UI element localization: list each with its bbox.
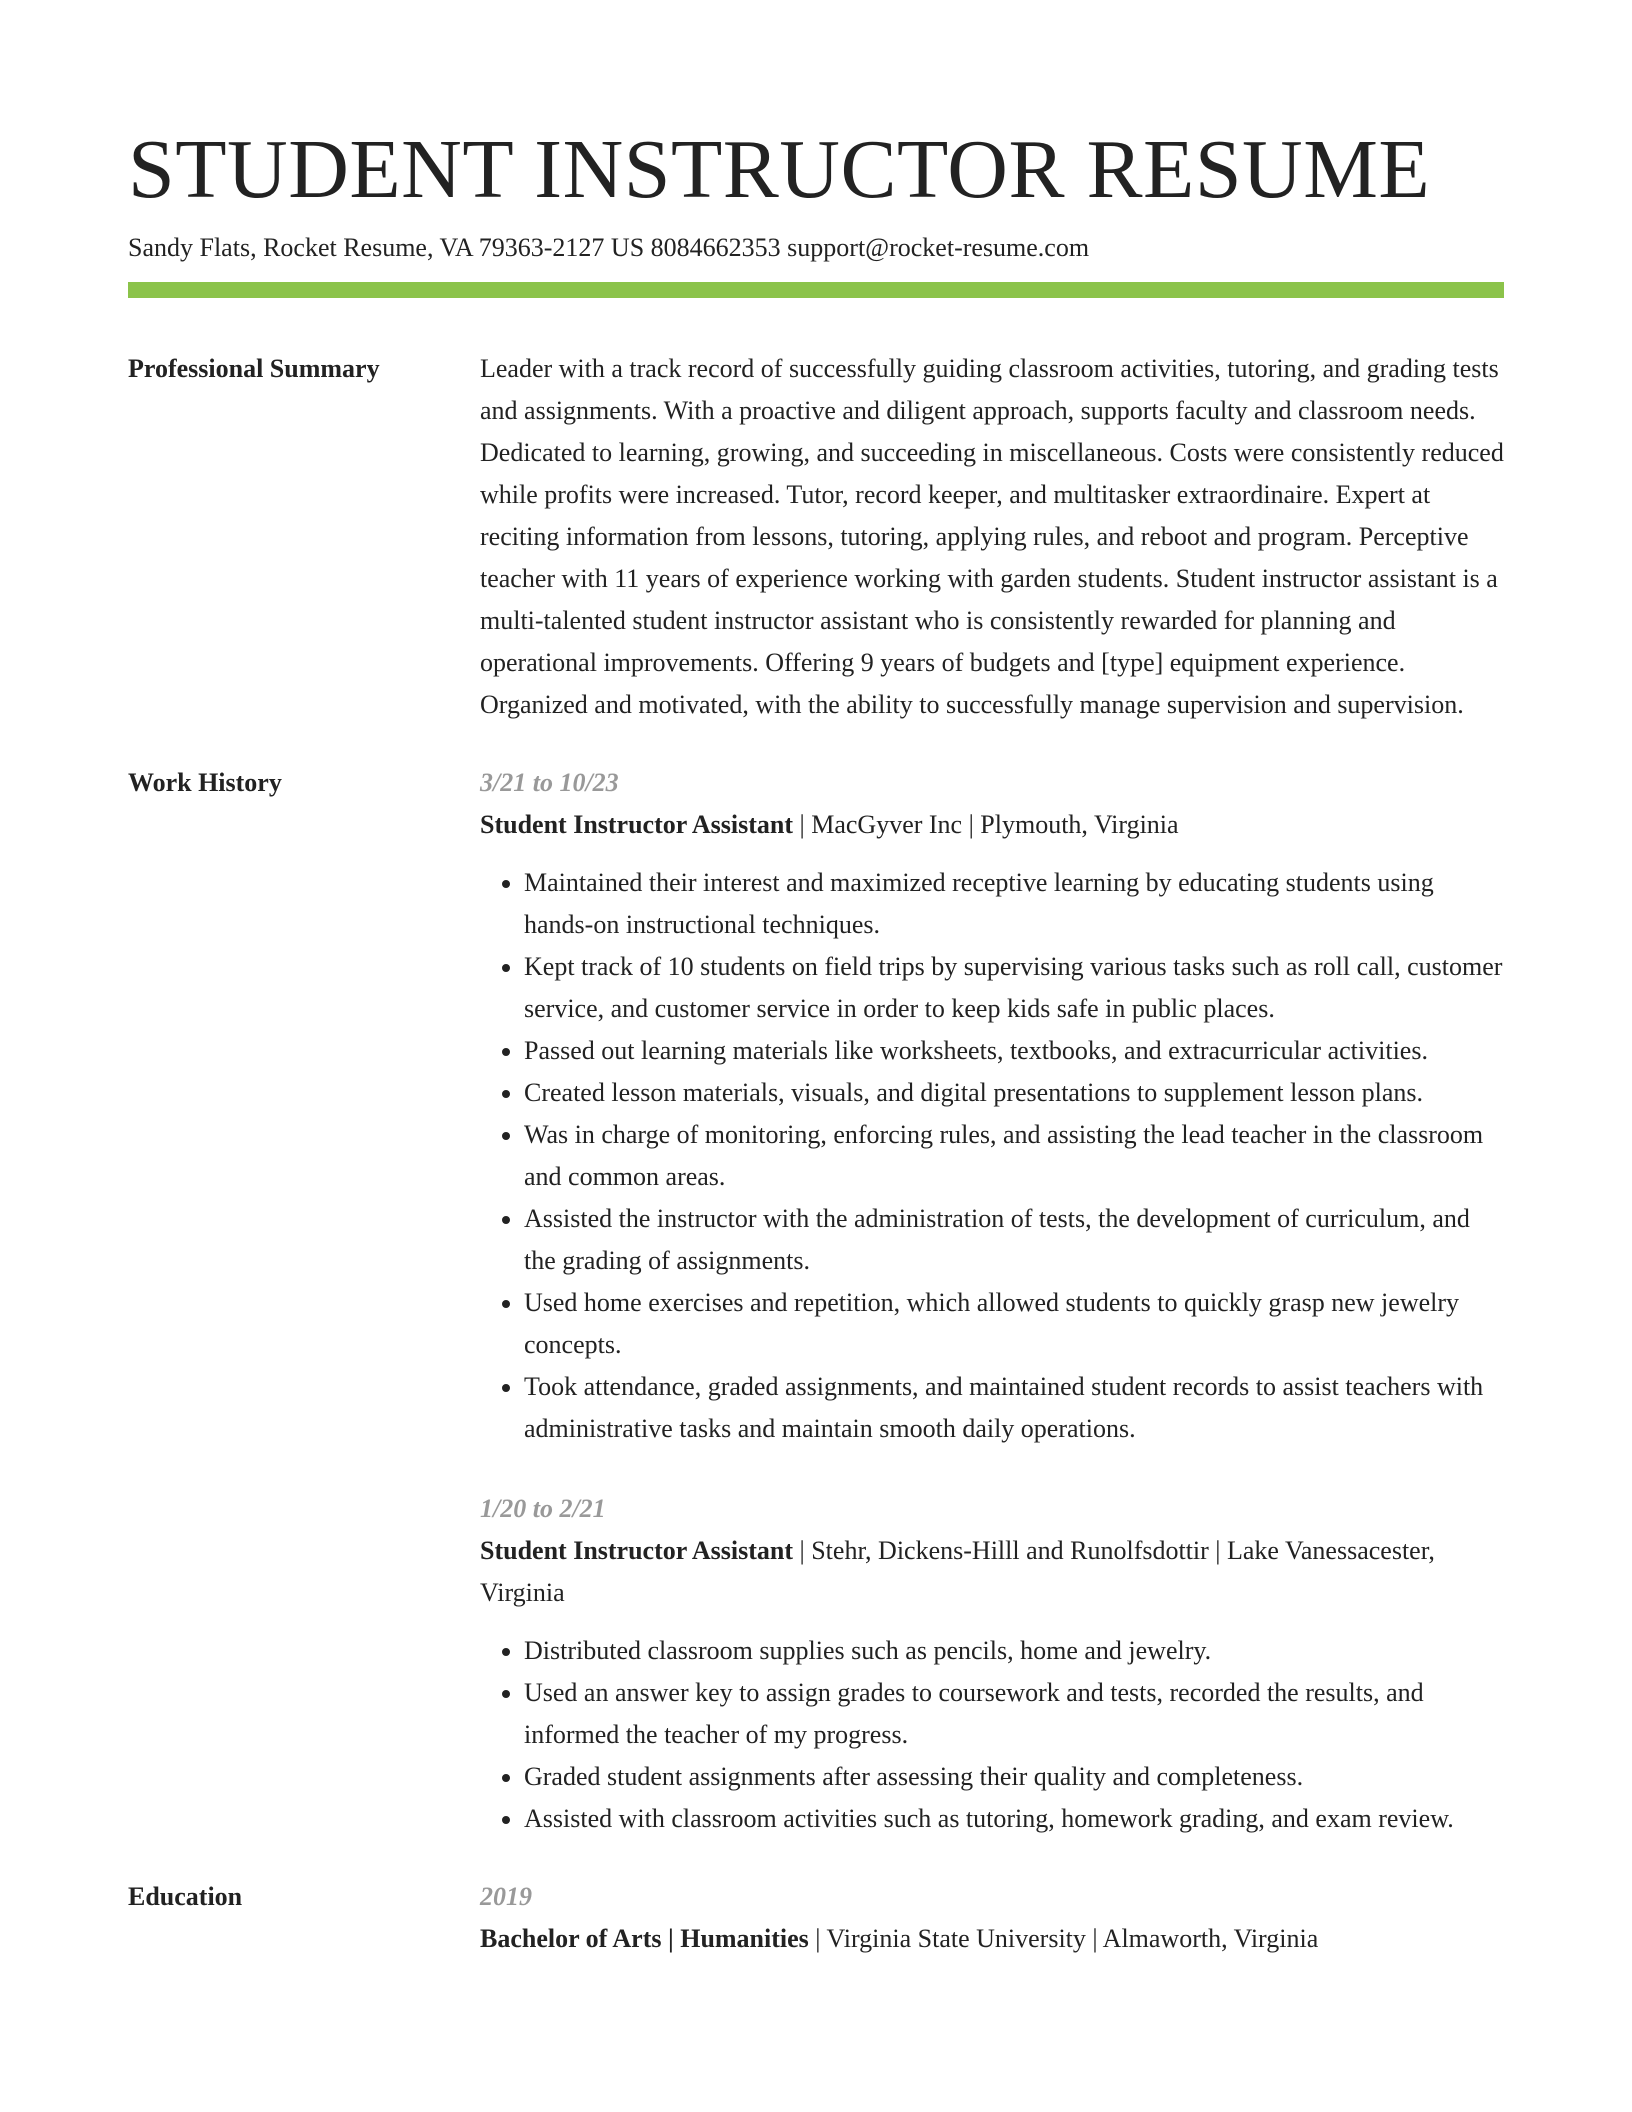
job-role-line [480,1530,1504,1614]
job-title: Student Instructor Assistant [480,1536,794,1565]
education-degree: Bachelor of Arts | Humanities [480,1924,809,1953]
work-history-section [128,762,1504,1840]
job-bullet-list [480,862,1504,1450]
job-role-line [480,804,1504,846]
job-bullet-list [480,1630,1504,1840]
job-bullet: • Took attendance, graded assignments, and maintained student records to assist teachers with administrative tasks and maintain smooth daily operations. [524,1366,1504,1450]
job-bullet: • Used an answer key to assign grades to coursework and tests, recorded the results, and informed the teacher of my progress. [524,1672,1504,1756]
education-details: | Virginia State University | Almaworth, Virginia [808,1924,1319,1953]
job-bullet: • Graded student assignments after assessing their quality and completeness. [524,1756,1504,1798]
education-dates: 2019 [480,1882,532,1911]
summary-text: Leader with a track record of successfully guiding classroom activities, tutoring, and grading tests and assignments. With a proactive and diligent approach, supports faculty and classroom needs. Dedicated to learning, growing, and succeeding in miscellaneous. Costs were consistently reduced while profits were increased. Tutor, record keeper, and multitasker extraordinaire. Expert at reciting information from lessons, tutoring, applying rules, and reboot and program. Perceptive teacher with 11 years of experience working with garden students. Student instructor assistant is a multi-talented student instructor assistant who is consistently rewarded for planning and operational improvements. Offering 9 years of budgets and [type] equipment experience. Organized and motivated, with the ability to successfully manage supervision and supervision. [480,354,1504,719]
job-title: Student Instructor Assistant [480,810,794,839]
summary-section [128,348,1504,726]
job-bullet: • Created lesson materials, visuals, and digital presentations to supplement lesson plans. [524,1072,1504,1114]
job-dates: 3/21 to 10/23 [480,768,619,797]
job-bullet: • Distributed classroom supplies such as pencils, home and jewelry. [524,1630,1504,1672]
section-label-summary: Professional Summary [128,354,380,383]
job-entry [480,762,1504,1450]
job-bullet: • Assisted with classroom activities such as tutoring, homework grading, and exam review. [524,1798,1504,1840]
job-bullet: • Passed out learning materials like worksheets, textbooks, and extracurricular activities. [524,1030,1504,1072]
job-entry [480,1488,1504,1840]
resume-title: STUDENT INSTRUCTOR RESUME [128,123,1431,216]
section-label-work-history: Work History [128,768,282,797]
job-details: | Stehr, Dickens-Hilll and Runolfsdottir | Lake Vanessacester, Virginia [480,1536,1435,1607]
job-bullet: • Used home exercises and repetition, which allowed students to quickly grasp new jewelry concepts. [524,1282,1504,1366]
job-bullet: • Kept track of 10 students on field trips by supervising various tasks such as roll call, customer service, and customer service in order to keep kids safe in public places. [524,946,1504,1030]
education-degree-line [480,1918,1504,1960]
job-bullet: • Assisted the instructor with the administration of tests, the development of curriculum, and the grading of assignments. [524,1198,1504,1282]
section-label-education: Education [128,1882,243,1911]
job-details: | MacGyver Inc | Plymouth, Virginia [793,810,1179,839]
education-body [480,1876,1504,1960]
education-section [128,1876,1504,1960]
contact-line: Sandy Flats, Rocket Resume, VA 79363-2127 US 8084662353 support@rocket-resume.com [128,233,1090,262]
work-history-body [480,762,1504,1840]
header-divider [128,282,1504,298]
job-dates: 1/20 to 2/21 [480,1494,606,1523]
summary-body [480,348,1504,726]
resume-page [128,120,1504,1960]
job-bullet: • Was in charge of monitoring, enforcing rules, and assisting the lead teacher in the classroom and common areas. [524,1114,1504,1198]
job-bullet: • Maintained their interest and maximized receptive learning by educating students using hands-on instructional techniques. [524,862,1504,946]
